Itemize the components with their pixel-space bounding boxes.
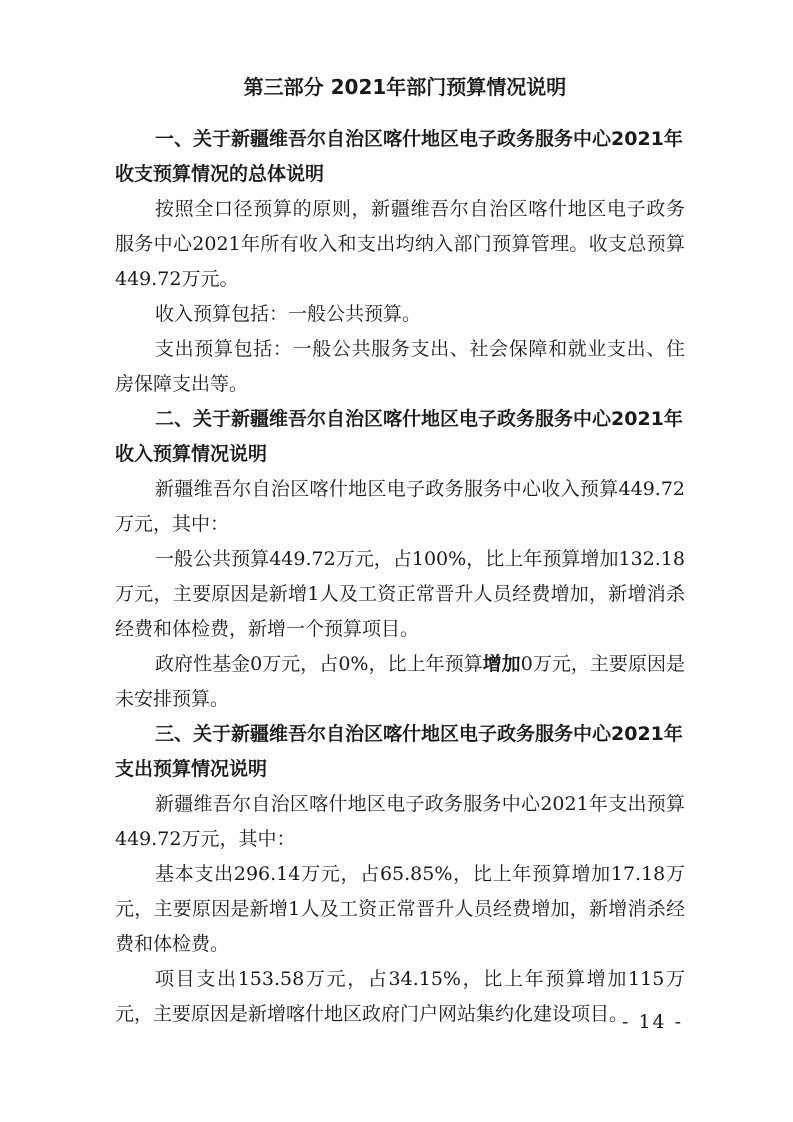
page-number: - 14 - [622, 1011, 684, 1033]
section-1 [115, 122, 685, 402]
paragraph-text: 0万元，主要原因是未安排预算。 [115, 653, 686, 710]
section-heading: 一、关于新疆维吾尔自治区喀什地区电子政务服务中心2021年收支预算情况的总体说明 [115, 128, 683, 185]
section-2 [115, 402, 685, 717]
section-3 [115, 717, 685, 1032]
section-heading: 二、关于新疆维吾尔自治区喀什地区电子政务服务中心2021年收入预算情况说明 [115, 408, 683, 465]
emphasis-text: 增加 [482, 653, 521, 675]
page-title: 第三部分 2021年部门预算情况说明 [243, 75, 567, 99]
paragraph: 收入预算包括：一般公共预算。 [155, 303, 422, 325]
paragraph: 支出预算包括：一般公共服务支出、社会保障和就业支出、住房保障支出等。 [115, 338, 685, 395]
paragraph: 一般公共预算449.72万元，占100%，比上年预算增加132.18万元，主要原因是新增1人及工资正常晋升人员经费增加，新增消杀经费和体检费，新增一个预算项目。 [115, 548, 685, 640]
paragraph: 按照全口径预算的原则，新疆维吾尔自治区喀什地区电子政务服务中心2021年所有收入和支出均纳入部门预算管理。收支总预算449.72万元。 [115, 198, 685, 290]
paragraph: 新疆维吾尔自治区喀什地区电子政务服务中心收入预算449.72万元，其中： [115, 478, 685, 535]
paragraph: 项目支出153.58万元，占34.15%，比上年预算增加115万元，主要原因是新增喀什地区政府门户网站集约化建设项目。 [115, 968, 685, 1025]
document-page [115, 72, 685, 1032]
paragraph-government-fund [115, 647, 685, 717]
section-heading: 三、关于新疆维吾尔自治区喀什地区电子政务服务中心2021年支出预算情况说明 [115, 723, 683, 780]
paragraph-text: 政府性基金0万元，占0%，比上年预算 [155, 653, 483, 675]
paragraph: 基本支出296.14万元，占65.85%，比上年预算增加17.18万元，主要原因是新增1人及工资正常晋升人员经费增加，新增消杀经费和体检费。 [115, 863, 685, 955]
paragraph: 新疆维吾尔自治区喀什地区电子政务服务中心2021年支出预算449.72万元，其中： [115, 793, 685, 850]
